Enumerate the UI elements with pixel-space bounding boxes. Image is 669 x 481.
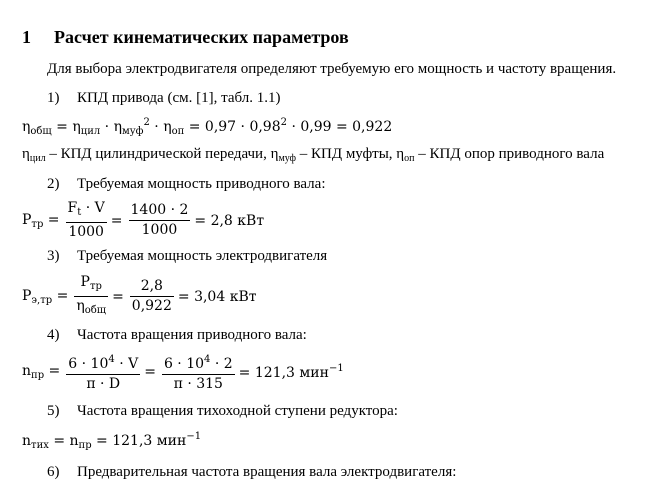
item-number: 2): [47, 176, 60, 192]
fraction: $\frac{2,8}{0,922}$: [131, 278, 172, 314]
list-item-5: [47, 402, 398, 420]
section-title: Расчет кинематических параметров: [54, 27, 349, 47]
fraction: $\frac{1400 \cdot 2}{1000}$: [130, 202, 189, 238]
item-text: Предварительная частота вращения вала электродвигателя:: [77, 464, 457, 480]
list-item-6: [47, 463, 456, 481]
item-text: КПД привода (см. [1], табл. 1.1): [77, 90, 281, 106]
list-item-4: [47, 326, 307, 344]
list-item-2: [47, 175, 326, 193]
item-text: Требуемая мощность приводного вала:: [77, 176, 326, 192]
efficiency-legend: $\eta_{цил}$ – КПД цилиндрической передачи, $\eta_{муф}$ – КПД муфты, $\eta_{оп}$ – КПД опор приводного вала: [22, 146, 605, 164]
item-text: Частота вращения тихоходной ступени редуктора:: [77, 403, 398, 419]
equation-output-speed: $n_{тих} = n_{пр} = 121,3$ мин$^{-1}$: [22, 431, 202, 451]
equation-efficiency: $\eta_{общ} = \eta_{цил} \cdot \eta_{муф}^2 \cdot \eta_{оп} = 0,97 \cdot 0,98^2 \cdot 0,99 = 0,922$: [22, 117, 393, 137]
item-number: 6): [47, 464, 60, 480]
fraction: $\frac{6 \cdot 10^4 \cdot 2}{\pi \cdot 315}$: [162, 350, 235, 394]
fraction: $\frac{6 \cdot 10^4 \cdot V}{\pi \cdot D}$: [66, 350, 140, 394]
item-text: Частота вращения приводного вала:: [77, 327, 307, 343]
equation-shaft-speed: $n_{пр}$ = $\frac{6 \cdot 10^4 \cdot V}{\pi \cdot D}$ = $\frac{6 \cdot 10^4 \cdot 2}{\pi \cdot 315}$ = 121,3 мин$^{-1}$: [22, 350, 348, 394]
section-heading: [22, 26, 349, 48]
fraction: $\frac{P_{тр}}{\eta_{общ}}$: [76, 274, 107, 316]
equation-shaft-power: $P_{тр}$ = $\frac{F_t \cdot V}{1000}$ = $\frac{1400 \cdot 2}{1000}$ = 2,8 кВт: [22, 200, 265, 240]
item-number: 3): [47, 248, 60, 264]
item-number: 4): [47, 327, 60, 343]
item-text: Требуемая мощность электродвигателя: [77, 248, 328, 264]
intro-paragraph: Для выбора электродвигателя определяют требуемую его мощность и частоту вращения.: [47, 61, 617, 77]
item-number: 5): [47, 403, 60, 419]
equation-motor-power: $P_{э,тр}$ = $\frac{P_{тр}}{\eta_{общ}}$ = $\frac{2,8}{0,922}$ = 3,04 кВт: [22, 273, 260, 320]
fraction: $\frac{F_t \cdot V}{1000}$: [67, 200, 105, 240]
item-number: 1): [47, 90, 60, 106]
list-item-1: [47, 89, 280, 107]
list-item-3: [47, 247, 327, 265]
section-number: 1: [22, 27, 31, 47]
